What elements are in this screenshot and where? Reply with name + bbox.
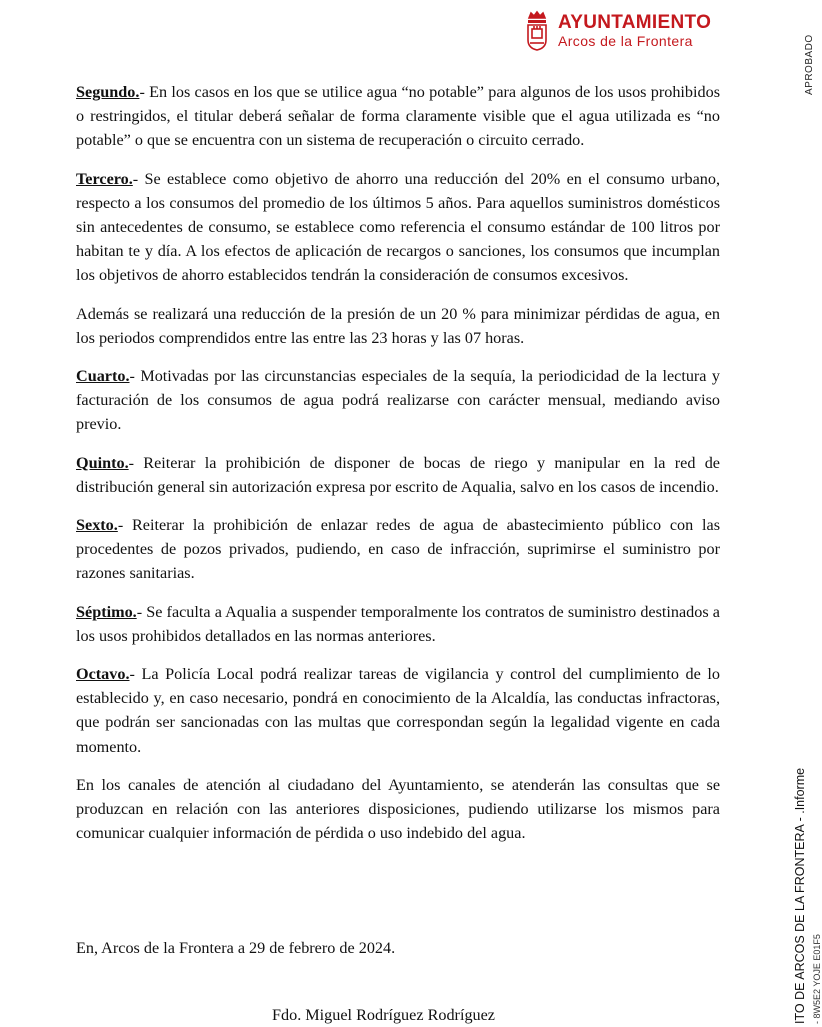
paragraph-heading: Segundo. xyxy=(76,83,140,101)
side-verification-code: - 8W5E2 YOJE E01F5 xyxy=(812,934,822,1024)
paragraph-heading: Séptimo. xyxy=(76,602,137,621)
paragraph-quinto xyxy=(76,451,720,499)
paragraph-text: - La Policía Local podrá realizar tareas de vigilancia y control del cumplimiento de lo establecido y, en caso necesario, pondrá en conocimiento de la Alcaldía, las conductas infractoras, que podrán ser sancionadas con las multas que correspondan según la legalidad vigente en cada momento. xyxy=(76,665,720,756)
paragraph-text: - Se establece como objetivo de ahorro una reducción del 20% en el consumo urbano, respecto a los consumos del promedio de los últimos 5 años. Para aquellos suministros domésticos sin antecedentes de consumo, se establece como referencia el consumo estándar de 100 litros por habitan te y día. A los efectos de aplicación de recargos o sanciones, los consumos que incumplan los objetivos de ahorro establecidos tendrán la consideración de consumos excesivos. xyxy=(76,169,720,285)
paragraph-heading: Octavo. xyxy=(76,665,130,684)
paragraph-septimo xyxy=(76,600,720,648)
paragraph-heading: Tercero. xyxy=(76,169,133,188)
paragraph-segundo xyxy=(76,80,720,153)
paragraph-text: - Reiterar la prohibición de disponer de bocas de riego y manipular en la red de distribución general sin autorización expresa por escrito de Aqualia, salvo en los casos de incendio. xyxy=(76,453,720,496)
date-line: En, Arcos de la Frontera a 29 de febrero de 2024. xyxy=(76,939,396,957)
paragraph-octavo xyxy=(76,662,720,759)
paragraph-text: - En los casos en los que se utilice agua “no potable” para algunos de los usos prohibidos o restringidos, el titular deberá señalar de forma claramente visible que el agua utilizada es “no potable” o que se encuentra con un sistema de recuperación o circuito cerrado. xyxy=(76,83,720,150)
paragraph-text: En los canales de atención al ciudadano del Ayuntamiento, se atenderán las consultas que se produzcan en relación con las anteriores disposiciones, pudiendo utilizarse los mismos para comunicar cualquier información de pérdida o uso indebido del agua. xyxy=(76,775,720,843)
coat-of-arms-icon xyxy=(525,10,549,52)
approval-stamp: APROBADO xyxy=(804,34,815,95)
paragraph-sexto xyxy=(76,513,720,586)
paragraph-text: - Motivadas por las circunstancias especiales de la sequía, la periodicidad de la lectura y facturación de los consumos de agua podrá realizarse con carácter mensual, mediando aviso previo. xyxy=(76,367,720,434)
ayuntamiento-logo xyxy=(525,10,711,52)
paragraph-heading: Quinto. xyxy=(76,453,129,472)
paragraph-heading: Sexto. xyxy=(76,516,118,535)
paragraph-cuarto xyxy=(76,364,720,437)
side-footer-text: ITO DE ARCOS DE LA FRONTERA - .Informe xyxy=(793,767,807,1024)
paragraph-presion xyxy=(76,302,720,350)
org-subtitle: Arcos de la Frontera xyxy=(558,32,693,49)
signature-line: Fdo. Miguel Rodríguez Rodríguez xyxy=(272,1006,495,1024)
paragraph-heading: Cuarto. xyxy=(76,367,130,386)
paragraph-text: - Se faculta a Aqualia a suspender temporalmente los contratos de suministro destinados a los usos prohibidos detallados en las normas anteriores. xyxy=(76,602,720,645)
org-title: AYUNTAMIENTO xyxy=(558,11,712,33)
paragraph-text: - Reiterar la prohibición de enlazar redes de agua de abastecimiento público con las procedentes de pozos privados, pudiendo, en caso de infracción, suprimirse el suministro por razones sanitarias. xyxy=(76,516,720,583)
paragraph-canales xyxy=(76,773,720,846)
paragraph-text: Además se realizará una reducción de la presión de un 20 % para minimizar pérdidas de agua, en los periodos comprendidos entre las entre las 23 horas y las 07 horas. xyxy=(76,304,720,347)
paragraph-tercero xyxy=(76,167,720,288)
document-body xyxy=(76,80,720,859)
